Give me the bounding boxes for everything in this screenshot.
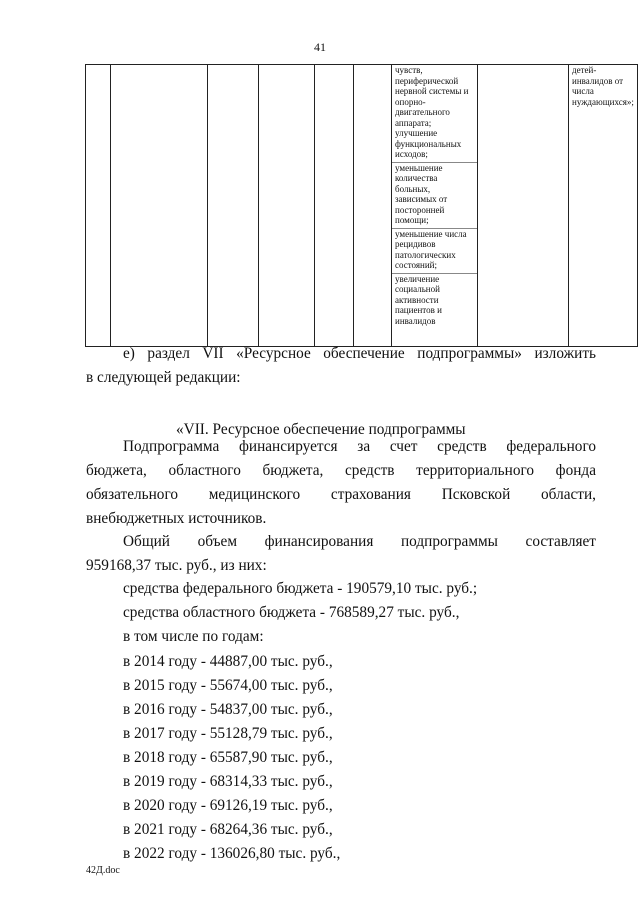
table-cell: [86, 65, 111, 347]
paragraph-2-line-2: 959168,37 тыс. руб., из них:: [86, 557, 267, 574]
indicators-cell: [392, 65, 478, 347]
funding-line: в 2022 году - 136026,80 тыс. руб.,: [123, 845, 341, 862]
paragraph-2-line-1: Общий объем финансирования подпрограммы составляет: [123, 533, 596, 550]
indicator-item: уменьшение числа рецидивов патологических состояний;: [392, 229, 477, 274]
funding-line: в 2018 году - 65587,90 тыс. руб.,: [123, 749, 333, 766]
paragraph-1-line-1: Подпрограмма финансируется за счет средств федерального: [123, 438, 596, 455]
funding-line: в 2014 году - 44887,00 тыс. руб.,: [123, 653, 333, 670]
section-heading: «VII. Ресурсное обеспечение подпрограммы: [176, 421, 466, 438]
section-line-1: е) раздел VII «Ресурсное обеспечение подпрограммы» изложить: [123, 345, 596, 362]
paragraph-1-line-4: внебюджетных источников.: [86, 510, 267, 527]
continued-table: [85, 64, 638, 347]
funding-line: в 2019 году - 68314,33 тыс. руб.,: [123, 773, 333, 790]
paragraph-1-line-3: обязательного медицинского страхования Псковской области,: [86, 486, 596, 503]
funding-line: в 2016 году - 54837,00 тыс. руб.,: [123, 701, 333, 718]
indicator-item: уменьшение количества больных, зависимых от посторонней помощи;: [392, 163, 477, 229]
footer-filename: 42Д.doc: [86, 865, 120, 876]
indicator-item: увеличение социальной активности пациентов и инвалидов: [395, 273, 442, 326]
right-cell-text: детей-инвалидов от числа нуждающихся»;: [572, 65, 634, 107]
table-cell: [208, 65, 259, 347]
right-cell: [569, 65, 638, 347]
funding-line: в 2021 году - 68264,36 тыс. руб.,: [123, 821, 333, 838]
paragraph-1-line-2: бюджета, областного бюджета, средств территориального фонда: [86, 462, 596, 479]
funding-line: в 2017 году - 55128,79 тыс. руб.,: [123, 725, 333, 742]
page-number: 41: [314, 40, 326, 54]
funding-line: в том числе по годам:: [123, 628, 264, 645]
funding-line: в 2015 году - 55674,00 тыс. руб.,: [123, 677, 333, 694]
funding-line: средства областного бюджета - 768589,27 тыс. руб.,: [123, 604, 460, 621]
funding-line: средства федерального бюджета - 190579,10 тыс. руб.;: [123, 580, 478, 597]
section-line-2: в следующей редакции:: [86, 369, 241, 386]
table-cell: [478, 65, 569, 347]
table-cell: [259, 65, 315, 347]
funding-line: в 2020 году - 69126,19 тыс. руб.,: [123, 797, 333, 814]
table-cell: [354, 65, 392, 347]
indicator-item: чувств, периферической нервной системы и опорно-двигательного аппарата; улучшение функциональных исходов;: [392, 65, 477, 163]
table-cell: [111, 65, 208, 347]
table-cell: [315, 65, 354, 347]
